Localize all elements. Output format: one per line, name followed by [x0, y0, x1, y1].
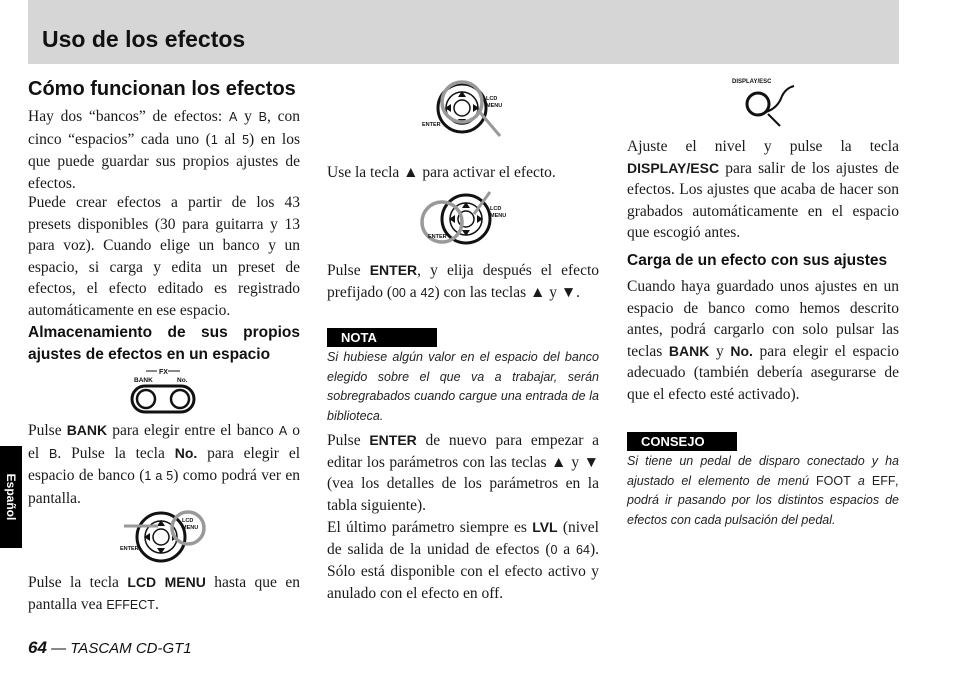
- svg-text:BANK: BANK: [134, 377, 153, 384]
- paragraph-select-preset: Pulse ENTER, y elija después el efecto prefijado (00 a 42) con las teclas ▲ y ▼.: [327, 262, 600, 301]
- paragraph-bank-select: Pulse BANK para elegir entre el banco A o el B. Pulse la tecla No. para elegir el espacio de banco (1 a 5) como podrá ver en pantalla.: [28, 422, 301, 507]
- svg-text:MENU: MENU: [182, 525, 199, 531]
- tip-badge: CONSEJO: [627, 432, 737, 451]
- paragraph-activate: Use la tecla ▲ para activar el efecto.: [327, 164, 556, 181]
- dial-up-key-illustration: [420, 76, 510, 140]
- subsection-heading-load: Carga de un efecto con sus ajustes: [627, 252, 888, 269]
- svg-text:No.: No.: [177, 377, 188, 384]
- language-label: Español: [4, 473, 18, 521]
- language-side-tab: [0, 446, 22, 548]
- svg-text:LCD: LCD: [490, 206, 502, 212]
- page-header-bar: [28, 0, 899, 64]
- paragraph-lcd-menu: Pulse la tecla LCD MENU hasta que en pantalla vea EFFECT.: [28, 574, 300, 613]
- enter-key-illustration: [418, 188, 512, 250]
- paragraph-edit-params: Pulse ENTER de nuevo para empezar a editar los parámetros con las teclas ▲ y ▼ (vea los detalles de los parámetros en la tabla siguiente).: [327, 432, 600, 514]
- svg-text:ENTER: ENTER: [422, 122, 441, 128]
- paragraph-display-esc: Ajuste el nivel y pulse la tecla DISPLAY/ESC para salir de los ajustes de efectos. Los ajustes que acaba de hacer son grabados automáticamente en el espacio que escogió antes.: [627, 138, 899, 241]
- paragraph-lvl: El último parámetro siempre es LVL (nivel de salida de la unidad de efectos (0 a 64). Sólo está disponible con el efecto activo y anulado con el efecto en off.: [327, 519, 599, 602]
- display-esc-key-illustration: [728, 74, 800, 130]
- subsection-heading: Almacenamiento de sus propios ajustes de efectos en un espacio: [28, 324, 300, 363]
- page-number: 64: [28, 638, 47, 657]
- svg-text:ENTER: ENTER: [120, 546, 139, 552]
- paragraph-presets: Puede crear efectos a partir de los 43 presets disponibles (30 para guitarra y 13 para voz). Cuando elige un banco y un espacio, si carga y edita un preset de efectos, el efecto editado es registrado automáticamente en ese espacio.: [28, 194, 300, 319]
- paragraph-banks: Hay dos “bancos” de efectos: A y B, con cinco “espacios” cada uno (1 al 5) en los que puede guardar sus propios ajustes de efectos.: [28, 108, 300, 192]
- page-title: Uso de los efectos: [42, 26, 246, 52]
- note-badge: NOTA: [327, 328, 437, 347]
- section-heading: Cómo funcionan los efectos: [28, 78, 296, 100]
- lcd-menu-dial-illustration: [118, 506, 212, 568]
- tip-text: Si tiene un pedal de disparo conectado y ha ajustado el elemento de menú FOOT a EFF, podrá ir pasando por los distintos espacios de efectos con cada pulsación del pedal.: [627, 454, 899, 527]
- product-name: — TASCAM CD-GT1: [51, 640, 192, 657]
- note-text: Si hubiese algún valor en el espacio del banco elegido sobre el que va a trabajar, serán sobregrabados cuando cargue una entrada de la biblioteca.: [327, 350, 599, 423]
- svg-text:MENU: MENU: [486, 103, 503, 109]
- page-footer: [28, 638, 192, 658]
- svg-text:MENU: MENU: [490, 213, 507, 219]
- svg-text:DISPLAY/ESC: DISPLAY/ESC: [732, 79, 772, 85]
- bank-no-buttons-illustration: [128, 366, 198, 416]
- svg-text:LCD: LCD: [486, 96, 498, 102]
- svg-text:ENTER: ENTER: [428, 234, 447, 240]
- svg-text:FX: FX: [159, 369, 168, 376]
- svg-text:LCD: LCD: [182, 518, 194, 524]
- paragraph-load-effect: Cuando haya guardado unos ajustes en un espacio de banco como hemos descrito antes, podrá cargarlo con solo pulsar las teclas BANK y No. para elegir el espacio adecuado (también debería asegurarse de que el efecto esté activado).: [627, 278, 899, 403]
